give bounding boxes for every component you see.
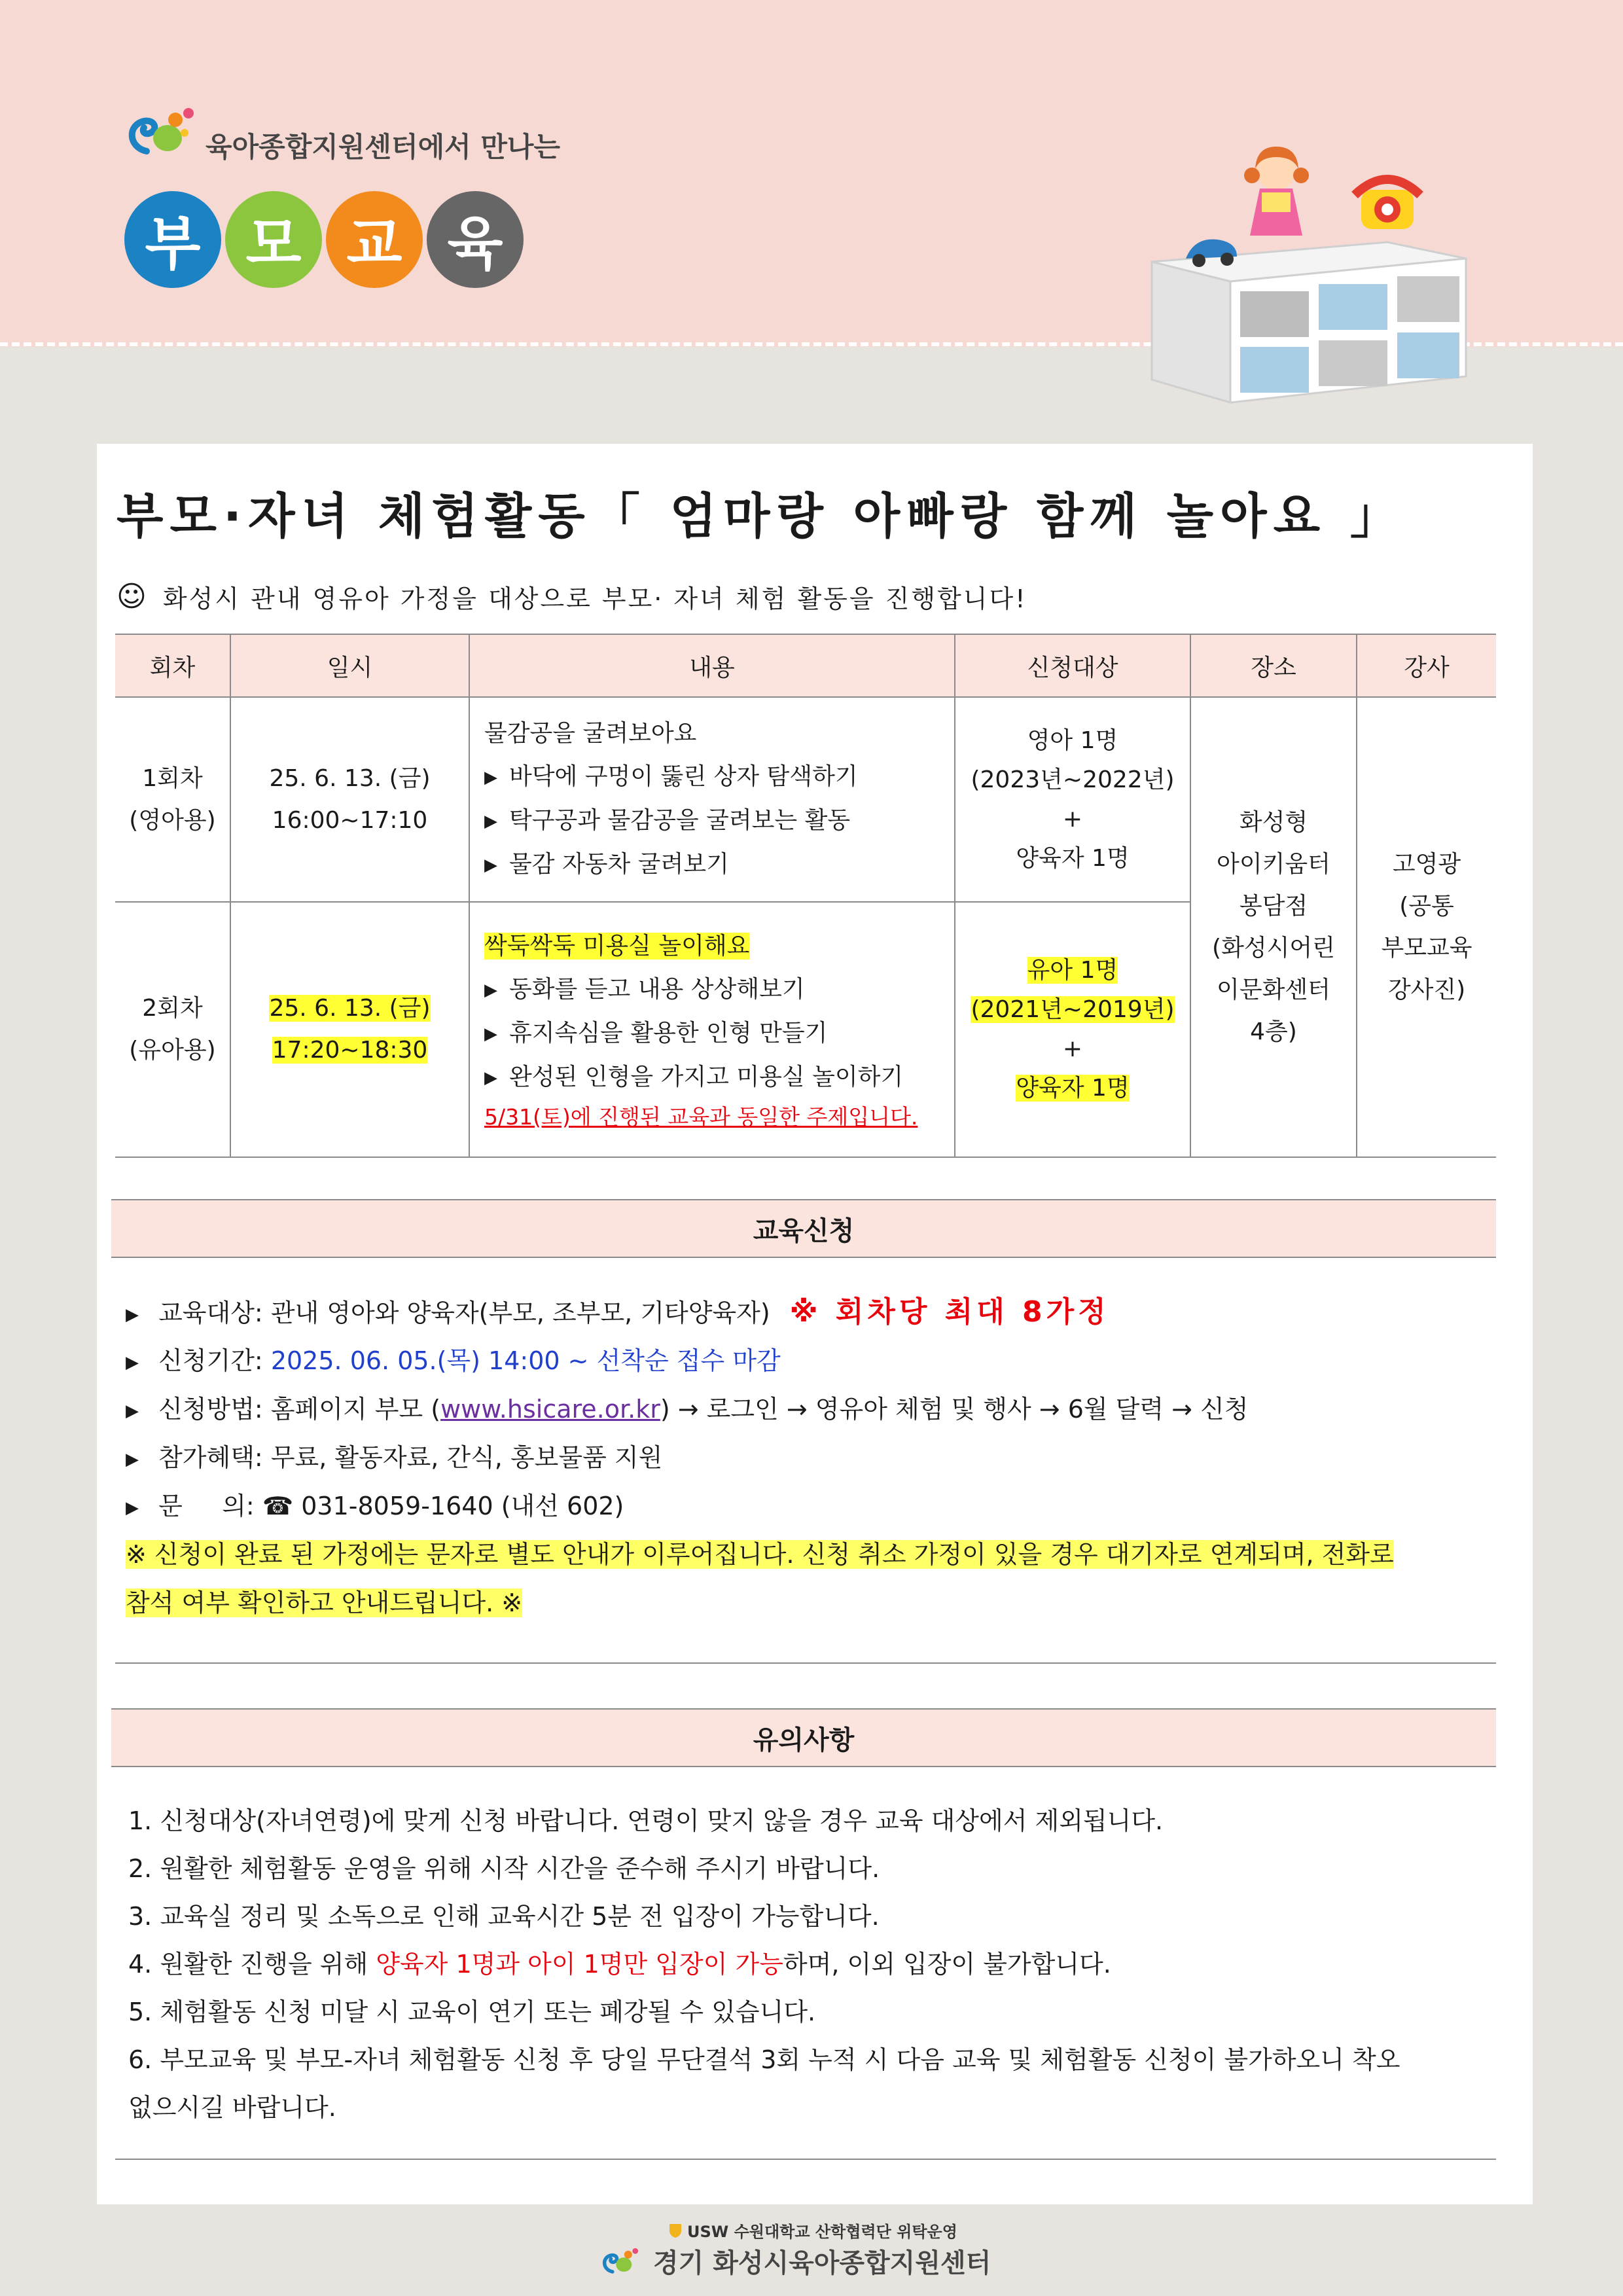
divider [115, 2159, 1496, 2160]
session-date: 25. 6. 13. (금) [269, 764, 431, 792]
table-header-row [115, 634, 1496, 697]
col-header-session: 회차 [115, 634, 230, 697]
place-line: 화성형 [1239, 808, 1308, 836]
target-plus: + [1062, 805, 1083, 833]
session-cell [115, 697, 230, 902]
notes-list [128, 1797, 1496, 2132]
usw-shield-icon [668, 2223, 683, 2238]
note-item: 2. 원활한 체험활동 운영을 위해 시작 시간을 준수해 주시기 바랍니다. [128, 1854, 880, 1883]
list-item [126, 1288, 1493, 1336]
apply-section-title: 교육신청 [111, 1199, 1496, 1258]
list-item [126, 1385, 1493, 1433]
target-child: 유아 1명 [1027, 957, 1118, 984]
session-date: 25. 6. 13. (금) [269, 995, 431, 1022]
target-years: (2023년~2022년) [971, 766, 1175, 793]
col-header-target: 신청대상 [955, 634, 1190, 697]
entry-limit-highlight: 양육자 1명과 아이 1명만 입장이 가능 [376, 1950, 783, 1979]
bullet-triangle-icon: ▶ [484, 768, 497, 787]
notice-text: 참석 여부 확인하고 안내드립니다. ※ [126, 1588, 523, 1617]
center-logo-icon [124, 95, 203, 167]
target-cell [955, 902, 1190, 1157]
note-item: 5. 체험활동 신청 미달 시 교육이 연기 또는 폐강될 수 있습니다. [128, 1998, 816, 2026]
activity-item: ▶ 탁구공과 물감공을 굴려보는 활동 [484, 807, 851, 834]
instructor-line: 부모교육 [1381, 934, 1472, 961]
intro-line [116, 579, 1027, 615]
target-child: 영아 1명 [1027, 726, 1118, 754]
session-cell [115, 902, 230, 1157]
table-row [115, 697, 1496, 902]
bullet-triangle-icon: ▶ [484, 1067, 497, 1088]
col-header-content: 내용 [469, 634, 955, 697]
session-time: 17:20~18:30 [272, 1037, 428, 1064]
footer-operator: USW 수원대학교 산학협력단 위탁운영 [668, 2219, 957, 2242]
title-badge-mo: 모 [225, 191, 322, 288]
benefit-value: 무료, 활동자료, 간식, 홍보물품 지원 [270, 1443, 663, 1472]
bullet-triangle-icon: ▶ [484, 855, 497, 875]
session-sub: (유아용) [129, 1037, 216, 1064]
session-label: 2회차 [142, 995, 203, 1022]
period-value: 2025. 06. 05.(목) 14:00 ~ 선착순 접수 마감 [270, 1346, 781, 1375]
bullet-triangle-icon: ▶ [484, 812, 497, 831]
content-cell [469, 902, 955, 1157]
session-label: 1회차 [142, 764, 203, 792]
notice-line [126, 1579, 1493, 1627]
activity-item: ▶ 물감 자동차 굴려보기 [484, 851, 729, 878]
bullet-triangle-icon: ▶ [126, 1401, 139, 1421]
list-item [126, 1433, 1493, 1482]
target-cell [955, 697, 1190, 902]
method-label: 신청방법: [158, 1395, 263, 1424]
place-line: 4층) [1250, 1018, 1297, 1045]
col-header-place: 장소 [1190, 634, 1357, 697]
divider [115, 1662, 1496, 1664]
method-pre: 홈페이지 부모 ( [270, 1395, 441, 1424]
place-line: 봉담점 [1239, 892, 1308, 920]
list-item [126, 1336, 1493, 1385]
activity-item: ▶ 휴지속심을 활용한 인형 만들기 [484, 1019, 828, 1047]
schedule-table [115, 634, 1496, 1158]
datetime-cell [230, 697, 469, 902]
activity-topic: 물감공을 굴려보아요 [484, 720, 697, 747]
note-item: 1. 신청대상(자녀연령)에 맞게 신청 바랍니다. 연령이 맞지 않을 경우 교육 대상에서 제외됩니다. [128, 1806, 1164, 1835]
title-badge-gyo: 교 [326, 191, 423, 288]
target-value: 관내 영아와 양육자(부모, 조부모, 기타양육자) [270, 1299, 770, 1327]
note-item: 4. 원활한 진행을 위해 양육자 1명과 아이 1명만 입장이 가능하며, 이외 입장이 불가합니다. [128, 1950, 1111, 1979]
place-line: 아이키움터 [1217, 850, 1330, 878]
session-time: 16:00~17:10 [272, 806, 428, 834]
activity-topic: 싹둑싹둑 미용실 놀이해요 [484, 932, 750, 960]
notice-text: ※ 신청이 완료 된 가정에는 문자로 별도 안내가 이루어집니다. 신청 취소 가정이 있을 경우 대기자로 연계되며, 전화로 [126, 1540, 1394, 1569]
place-line: 이문화센터 [1217, 976, 1330, 1003]
apply-info-list [126, 1288, 1493, 1627]
instructor-line: 고영광 [1392, 850, 1461, 878]
activity-item: ▶ 완성된 인형을 가지고 미용실 놀이하기 [484, 1063, 904, 1090]
bullet-triangle-icon: ▶ [126, 1498, 139, 1518]
header-subtitle: 육아종합지원센터에서 만나는 [205, 131, 561, 163]
target-guardian: 양육자 1명 [1016, 844, 1130, 872]
note-item: 없으시길 바랍니다. [128, 2093, 336, 2122]
instructor-line: 강사진) [1387, 976, 1466, 1003]
instructor-cell [1357, 697, 1496, 1157]
intro-text: 화성시 관내 영유아 가정을 대상으로 부모· 자녀 체험 활동을 진행합니다! [162, 584, 1027, 613]
title-badge-yuk: 육 [427, 191, 524, 288]
instructor-line: (공통 [1399, 892, 1454, 920]
contact-value: 031-8059-1640 (내선 602) [301, 1492, 624, 1520]
note-item: 6. 부모교육 및 부모-자녀 체험활동 신청 후 당일 무단결석 3회 누적 시 다음 교육 및 체험활동 신청이 불가하오니 착오 [128, 2045, 1400, 2074]
same-topic-note: 5/31(토)에 진행된 교육과 동일한 주제입니다. [484, 1103, 918, 1130]
target-label: 교육대상: [158, 1299, 263, 1327]
page-title: 부모·자녀 체험활동「 엄마랑 아빠랑 함께 놀아요 」 [116, 488, 1405, 545]
footer-center-name: 경기 화성시육아종합지원센터 [596, 2241, 991, 2280]
datetime-cell [230, 902, 469, 1157]
bullet-triangle-icon: ▶ [484, 980, 497, 1000]
period-label: 신청기간: [158, 1346, 263, 1375]
place-line: (화성시어린 [1212, 934, 1335, 961]
title-badge-bu: 부 [124, 191, 221, 288]
note-item: 3. 교육실 정리 및 소독으로 인해 교육시간 5분 전 입장이 가능합니다. [128, 1902, 880, 1931]
max-families-note: ※ 회차당 최대 8가정 [789, 1295, 1110, 1329]
title-badges [124, 191, 524, 288]
bullet-triangle-icon: ▶ [126, 1352, 139, 1372]
col-header-datetime: 일시 [230, 634, 469, 697]
smiley-icon: ☺ [116, 580, 149, 613]
target-years: (2021년~2019년) [971, 996, 1175, 1023]
benefit-label: 참가혜택: [158, 1443, 263, 1472]
notice-line [126, 1530, 1493, 1579]
place-cell [1190, 697, 1357, 1157]
session-sub: (영아용) [129, 806, 216, 834]
toy-shelf-illustration [1139, 144, 1479, 406]
phone-icon: ☎ [262, 1492, 294, 1520]
target-guardian: 양육자 1명 [1016, 1075, 1130, 1102]
activity-item: ▶ 동화를 듣고 내용 상상해보기 [484, 975, 805, 1003]
target-plus: + [1062, 1035, 1083, 1062]
bullet-triangle-icon: ▶ [484, 1024, 497, 1044]
content-cell [469, 697, 955, 902]
bullet-triangle-icon: ▶ [126, 1304, 139, 1325]
center-logo-icon [596, 2241, 648, 2280]
website-link[interactable]: www.hsicare.or.kr [440, 1395, 660, 1424]
footer [0, 2206, 1623, 2296]
contact-label: 문 의: [158, 1492, 255, 1520]
col-header-instructor: 강사 [1357, 634, 1496, 697]
method-post: ) → 로그인 → 영유아 체험 및 행사 → 6월 달력 → 신청 [660, 1395, 1249, 1424]
list-item [126, 1482, 1493, 1530]
bullet-triangle-icon: ▶ [126, 1449, 139, 1469]
activity-item: ▶ 바닥에 구멍이 뚫린 상자 탐색하기 [484, 763, 858, 790]
notes-section-title: 유의사항 [111, 1708, 1496, 1767]
center-logo [124, 92, 560, 170]
